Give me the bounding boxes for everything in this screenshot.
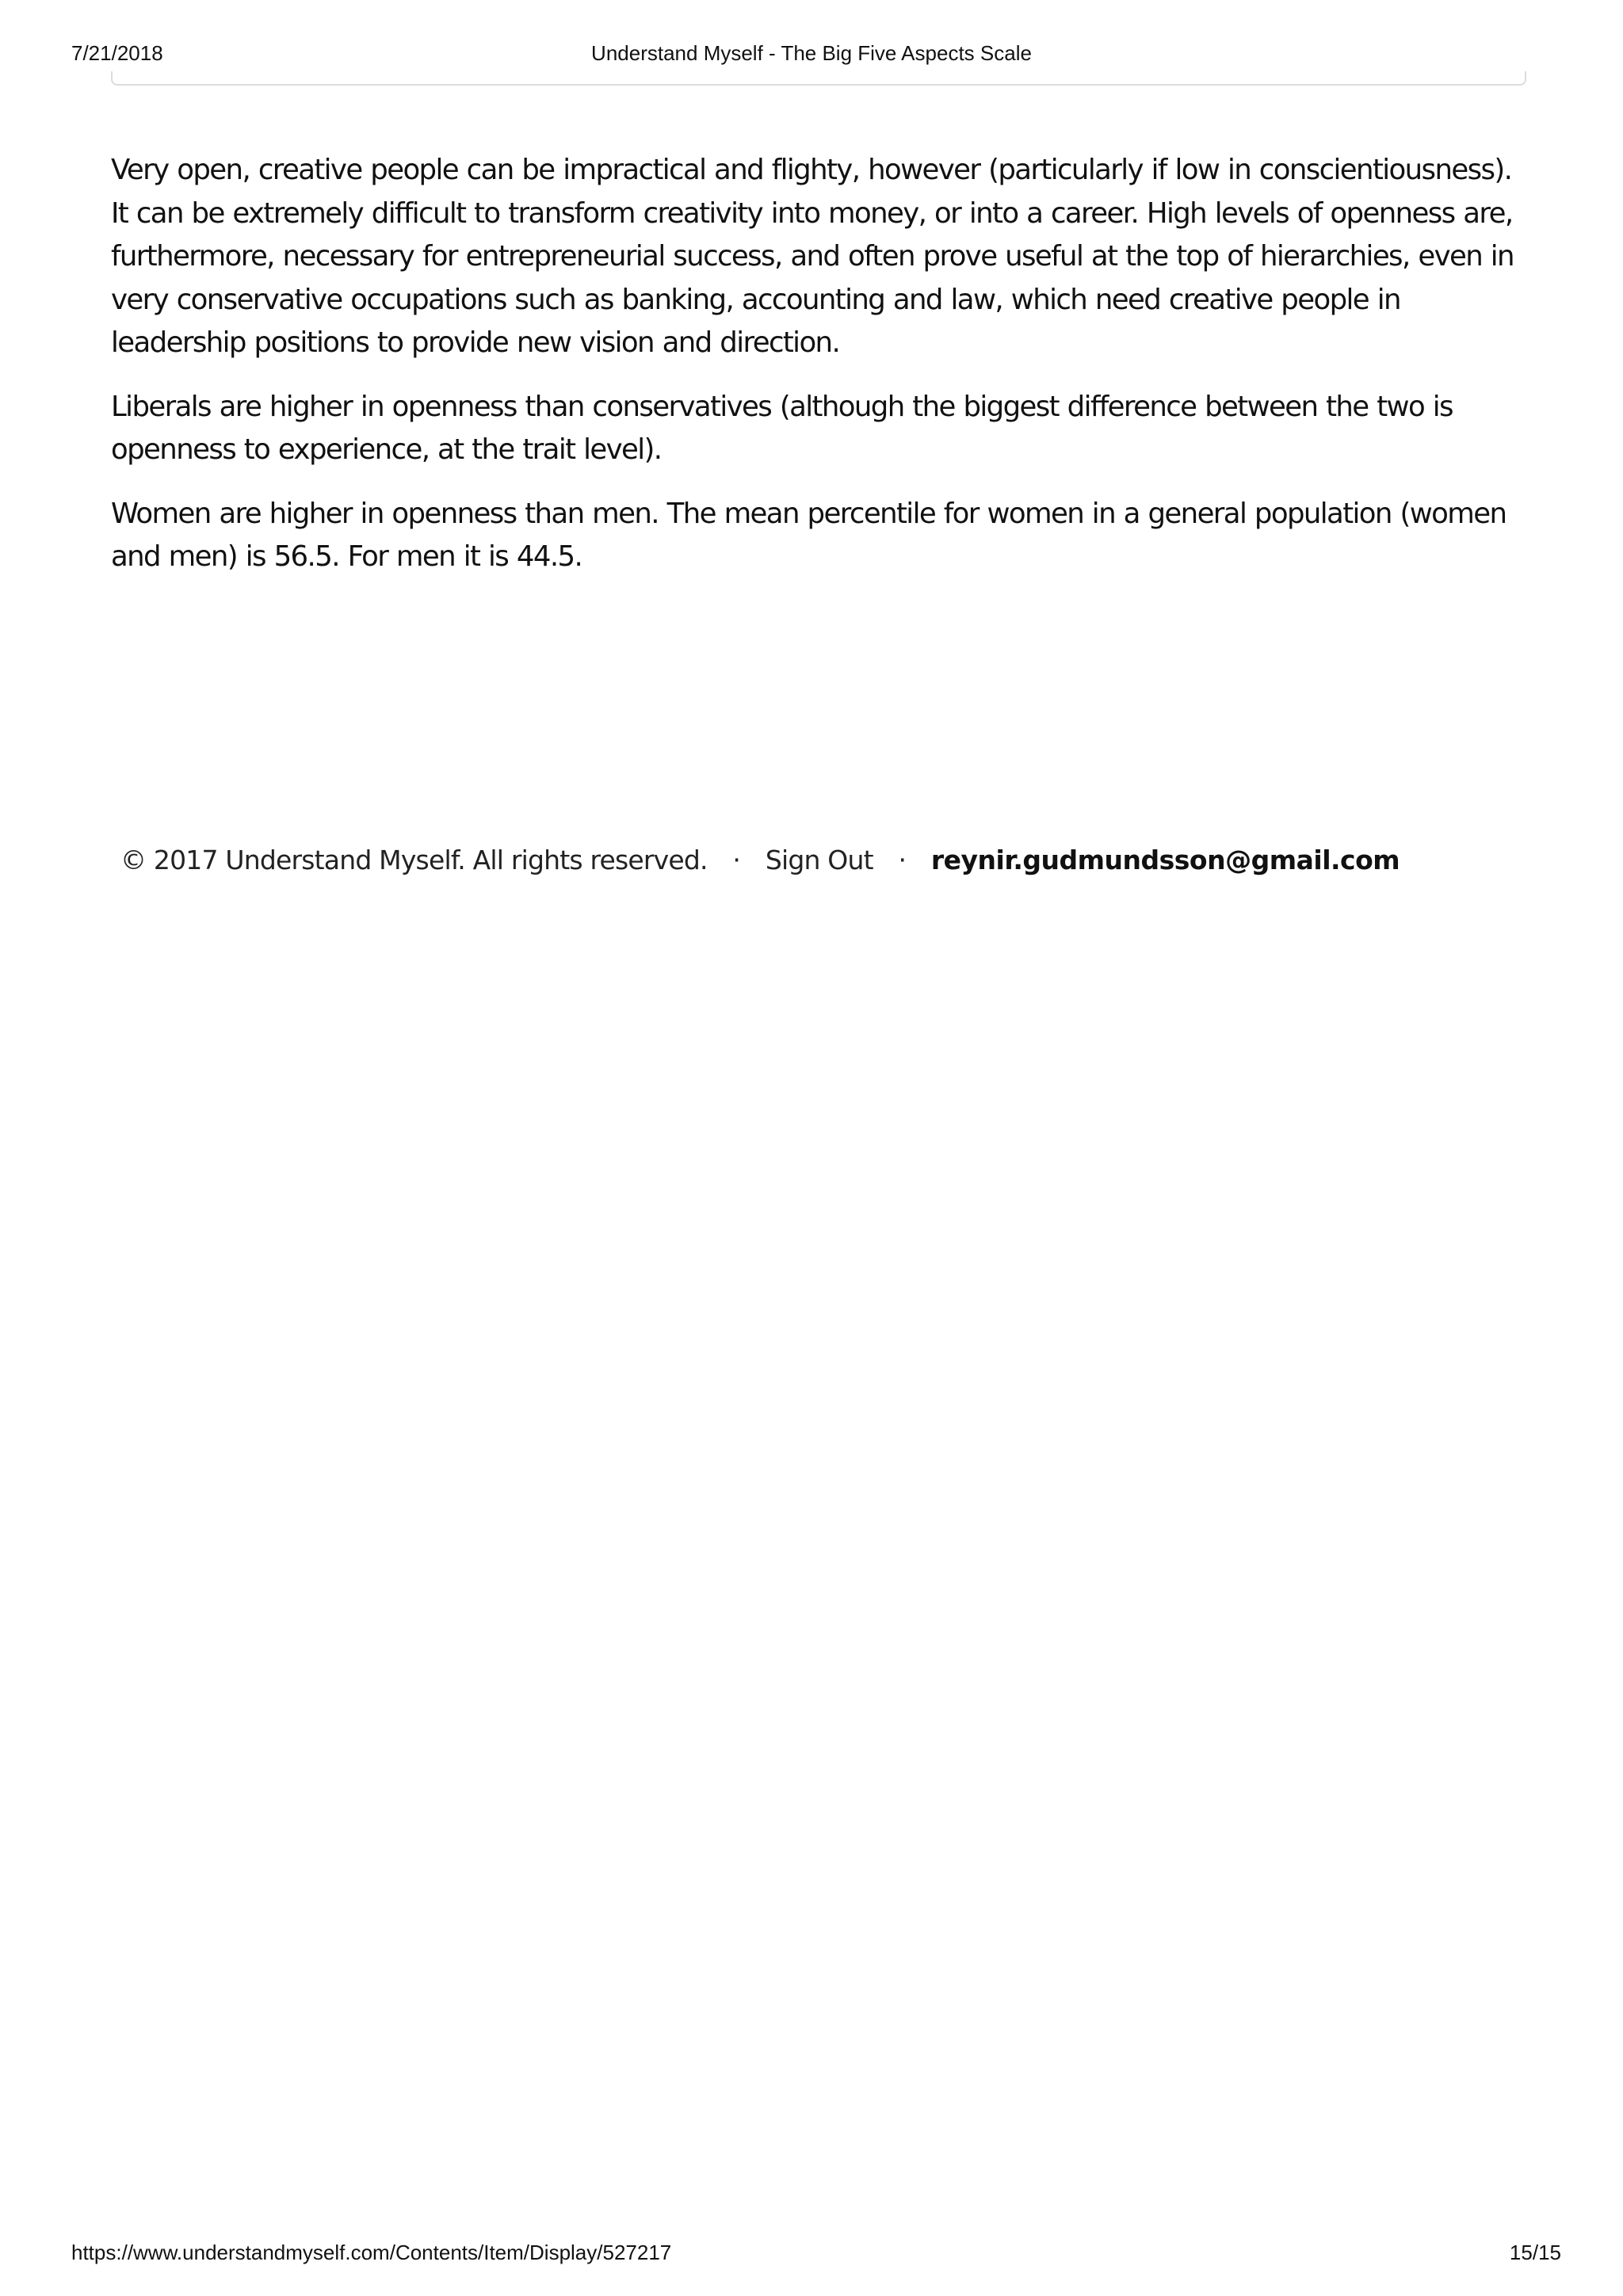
print-url: https://www.understandmyself.com/Contents/Item/Display/527217 — [71, 2241, 672, 2264]
site-footer — [120, 845, 1400, 875]
paragraph-women: Women are higher in openness than men. The mean percentile for women in a general population (women and men) is 56.5. For men it is 44.5. — [111, 497, 1507, 573]
paragraph-liberals: Liberals are higher in openness than conservatives (although the biggest difference between the two is openness to experience, at the trait level). — [111, 390, 1453, 466]
copyright-text: © 2017 Understand Myself. All rights reserved. — [120, 845, 708, 875]
print-footer — [0, 2241, 1623, 2269]
sign-out-link[interactable]: Sign Out — [765, 845, 873, 875]
footer-separator: · — [732, 845, 741, 875]
user-email: reynir.gudmundsson@gmail.com — [930, 845, 1400, 875]
footer-separator: · — [898, 845, 907, 875]
article-body — [111, 149, 1529, 600]
print-date: 7/21/2018 — [71, 41, 163, 65]
paragraph-creativity: Very open, creative people can be impractical and flighty, however (particularly if low in conscientiousness). It can be extremely difficult to transform creativity into money, or into a career. High levels of openness are, furthermore, necessary for entrepreneurial success, and often prove useful at the top of hierarchies, even in very conservative occupations such as banking, accounting and law, which need creative people in leadership positions to provide new vision and direction. — [111, 154, 1514, 359]
card-bottom-edge — [111, 71, 1526, 86]
print-page-number: 15/15 — [1509, 2241, 1561, 2264]
print-page-title: Understand Myself - The Big Five Aspects Scale — [591, 41, 1032, 65]
print-header — [0, 41, 1623, 70]
